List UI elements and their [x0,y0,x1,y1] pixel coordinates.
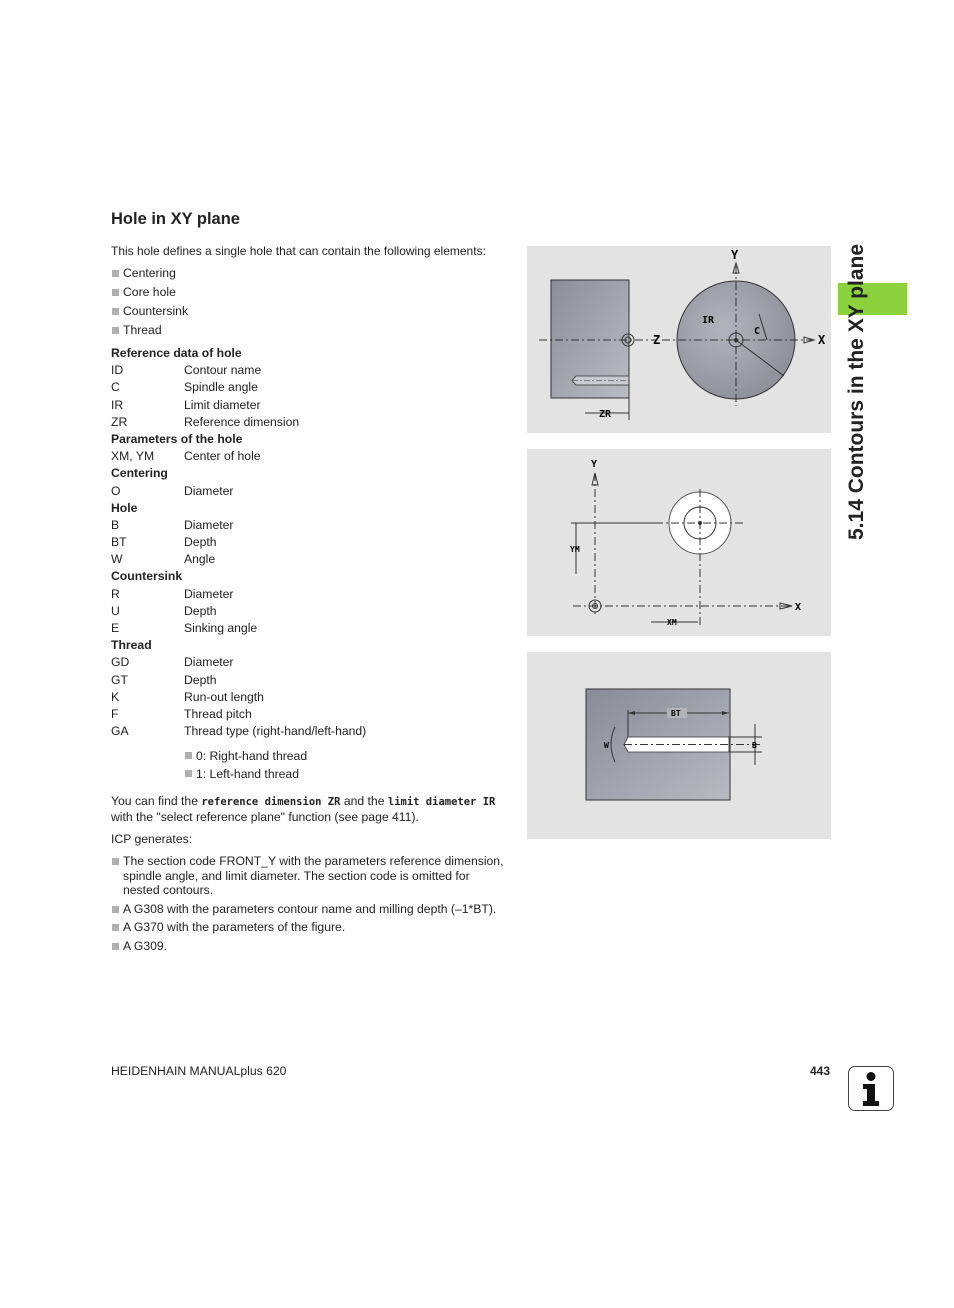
parameter-description: Diameter [184,655,234,670]
parameter-key: K [111,689,120,704]
parameter-description: Spindle angle [184,380,258,395]
parameter-row [111,586,511,603]
parameter-row [111,723,511,740]
list-item: A G309. [111,939,506,954]
code-reference-dimension: reference dimension ZR [201,796,341,808]
parameter-description: Diameter [184,517,234,532]
intro-text: This hole defines a single hole that can contain the following elements: [111,244,486,258]
label-ym: YM [570,545,580,554]
figure-hole-position [527,449,831,636]
list-item: A G308 with the parameters contour name and milling depth (–1*BT). [111,902,506,917]
parameter-row [111,689,511,706]
parameter-key: F [111,706,119,721]
parameter-key: GT [111,672,128,687]
parameter-key: IR [111,397,124,412]
chapter-title: 5.14 Contours in the XY plane [845,243,868,540]
parameter-row [111,397,511,414]
parameter-row [111,362,511,379]
label-y: Y [731,248,739,262]
parameter-description: Angle [184,552,216,567]
icp-list [111,854,506,957]
reference-note: You can find the reference dimension ZR and the limit diameter IR with the "select reference plane" function (see page 411). [111,794,496,824]
parameter-description: Center of hole [184,449,261,464]
parameter-description: Sinking angle [184,621,258,635]
parameter-row [111,534,511,551]
label-ir: IR [702,315,715,326]
section-header: Centering [111,466,168,481]
parameter-description: Contour name [184,363,262,378]
parameter-description: Thread pitch [184,706,252,721]
code-limit-diameter: limit diameter IR [387,796,496,808]
label-x: X [795,602,802,613]
parameter-row [111,620,511,637]
parameter-description: Depth [184,603,217,618]
figure-hole-depth [527,652,831,839]
list-item: The section code FRONT_Y with the parameters reference dimension, spindle angle, and limit diameter. The section code is omitted for nested contours. [111,854,506,898]
parameter-key: C [111,380,120,395]
parameter-description: Run-out length [184,689,264,704]
parameter-row [111,517,511,534]
parameter-description: Diameter [184,586,234,601]
parameter-description: Depth [184,535,217,550]
parameter-row [111,654,511,671]
figure-reference-plane [527,246,831,433]
label-c: C [754,326,761,337]
parameter-key: O [111,483,121,498]
label-x: X [818,333,826,347]
section-header: Hole [111,500,138,515]
page-number: 443 [809,1064,830,1078]
label-bt: BT [671,709,681,718]
list-item: Core hole [111,285,188,300]
parameter-key: GD [111,655,130,670]
thread-type-options [184,747,307,783]
parameter-row [111,414,511,431]
list-item: 0: Right-hand thread [184,747,307,765]
parameter-row [111,551,511,568]
parameter-key: B [111,517,120,532]
icp-label: ICP generates: [111,832,193,846]
parameter-description: Depth [184,672,217,687]
section-header: Countersink [111,569,183,584]
section-header: Thread [111,638,152,653]
info-icon [848,1066,894,1111]
parameter-row [111,448,511,465]
parameter-key: R [111,586,120,601]
label-z: Z [653,333,661,347]
parameter-key: ZR [111,414,128,429]
page-heading: Hole in XY plane [111,210,240,228]
parameter-key: XM, YM [111,449,155,464]
section-header: Parameters of the hole [111,431,243,446]
parameter-description: Reference dimension [184,414,300,429]
parameter-description: Diameter [184,483,234,498]
parameter-key: E [111,621,120,635]
list-item: Thread [111,323,188,338]
label-y: Y [591,459,598,470]
parameter-row [111,603,511,620]
parameter-description: Thread type (right-hand/left-hand) [184,724,367,739]
elements-list [111,266,188,338]
parameter-key: U [111,603,120,618]
section-header: Reference data of hole [111,346,242,360]
label-b: B [752,741,757,750]
parameter-key: ID [111,363,124,378]
parameter-table [111,345,511,740]
label-w: W [604,741,609,750]
parameter-key: W [111,552,123,567]
list-item: 1: Left-hand thread [184,765,307,783]
list-item: Countersink [111,304,188,319]
footer-text: HEIDENHAIN MANUALplus 620 [111,1064,287,1078]
label-zr: ZR [599,409,612,420]
parameter-description: Limit diameter [184,397,261,412]
list-item: Centering [111,266,188,281]
parameter-row [111,483,511,500]
parameter-key: BT [111,535,127,550]
list-item: A G370 with the parameters of the figure. [111,920,506,935]
label-xm: XM [667,618,677,627]
parameter-row [111,379,511,396]
parameter-row [111,672,511,689]
parameter-row [111,706,511,723]
parameter-key: GA [111,724,129,739]
